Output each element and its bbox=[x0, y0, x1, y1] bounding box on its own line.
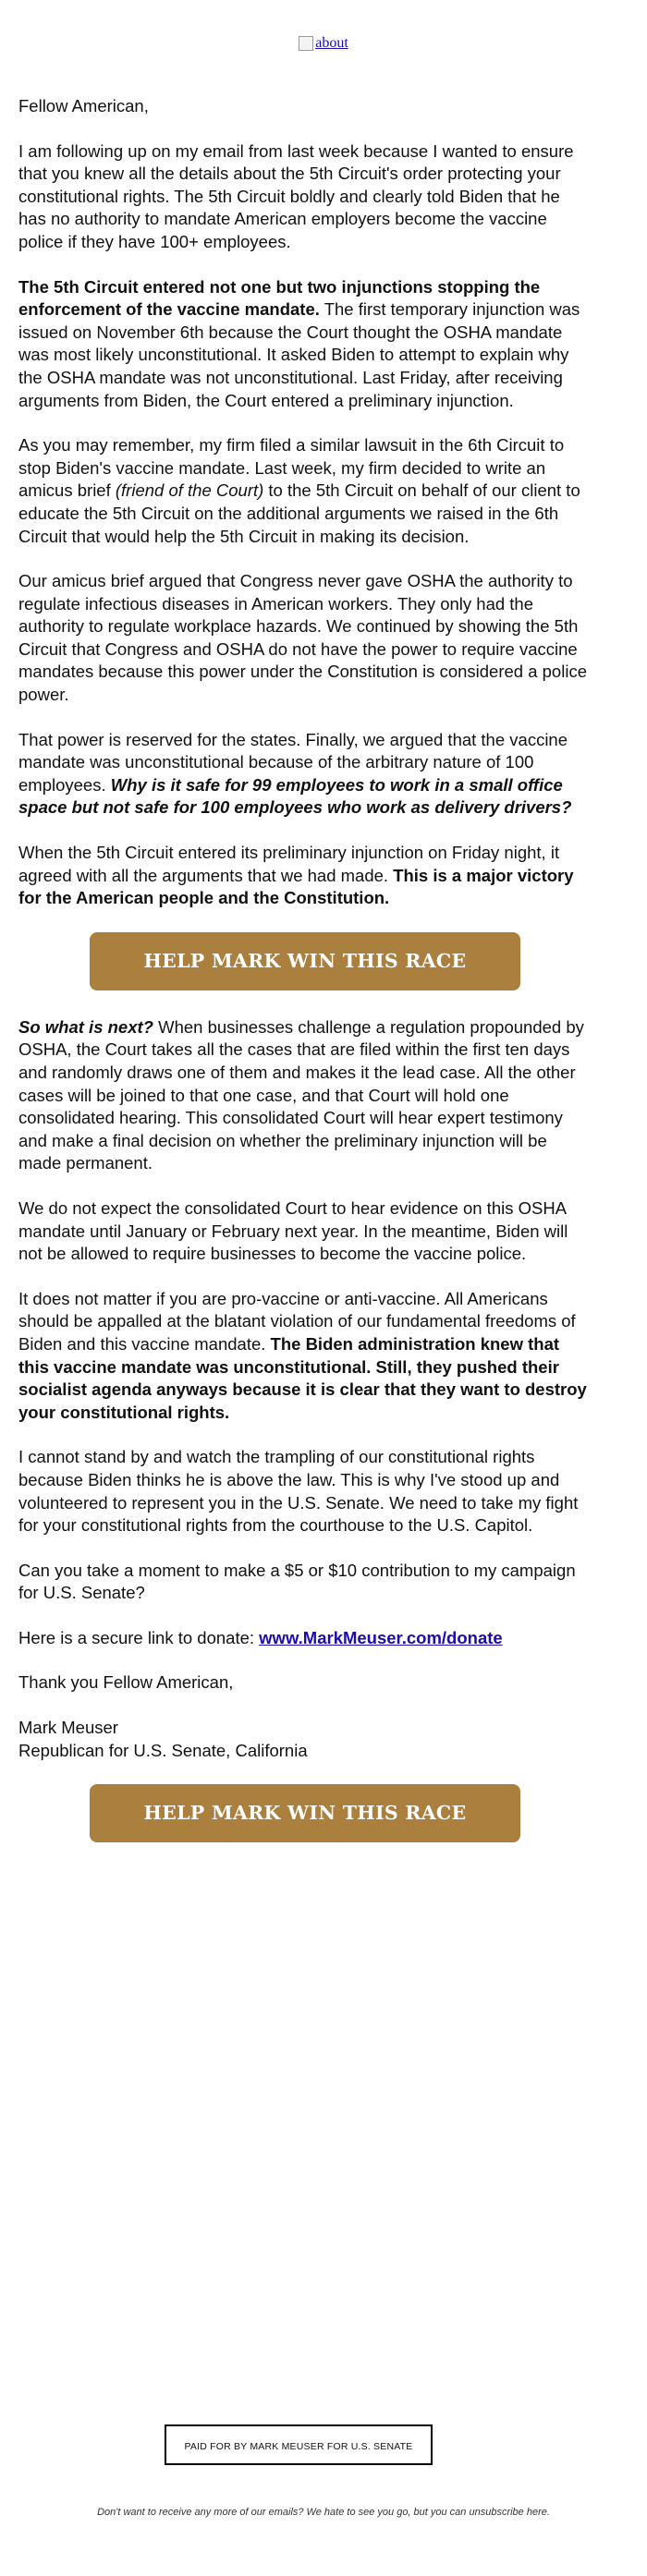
paid-for-disclaimer: PAID FOR BY MARK MEUSER FOR U.S. SENATE bbox=[165, 2424, 433, 2465]
email-body bbox=[18, 95, 592, 1868]
paragraph-7: So what is next? When businesses challenge a regulation propounded by OSHA, the Court takes all the cases that are filed within the first ten days and randomly draws one of them and makes it the lead case. All the other cases will be joined to that one case, and that Court will hold one consolidated hearing. This consolidated Court will hear expert testimony and make a final decision on whether the preliminary injunction will be made permanent. bbox=[18, 1016, 584, 1173]
paragraph-9: It does not matter if you are pro-vaccine or anti-vaccine. All Americans should be appalled at the blatant violation of our fundamental freedoms of Biden and this vaccine mandate. The Biden administration knew that this vaccine mandate was unconstitutional. Still, they pushed their socialist agenda anyways because it is clear that they want to destroy your constitutional rights. bbox=[18, 1288, 587, 1422]
help-mark-win-button[interactable]: HELP MARK WIN THIS RACE bbox=[90, 932, 520, 990]
signature bbox=[18, 1717, 592, 1762]
paragraph-2: The 5th Circuit entered not one but two injunctions stopping the enforcement of the vaccine mandate. The first temporary injunction was issued on November 6th because the Court thought the OSHA mandate was most likely unconstitutional. It asked Biden to attempt to explain why the OSHA mandate was not unconstitutional. Last Friday, after receiving arguments from Biden, the Court entered a preliminary injunction. bbox=[18, 276, 580, 410]
closing: Thank you Fellow American, bbox=[18, 1672, 234, 1693]
about-image-link[interactable] bbox=[299, 35, 348, 51]
paragraph-5: That power is reserved for the states. Finally, we argued that the vaccine mandate was unconstitutional because of the arbitrary nature of 100 employees. Why is it safe for 99 employees to work in a small office space but not safe for 100 employees who work as delivery drivers? bbox=[18, 729, 572, 818]
broken-image-icon bbox=[299, 36, 313, 51]
paragraph-12: Here is a secure link to donate: www.MarkMeuser.com/donate bbox=[18, 1627, 503, 1647]
paragraph-3: As you may remember, my firm filed a similar lawsuit in the 6th Circuit to stop Biden's vaccine mandate. Last week, my firm decided to write an amicus brief (friend of the Court) to the 5th Circuit on behalf of our client to educate the 5th Circuit on the additional arguments we raised in the 6th Circuit that would help the 5th Circuit in making its decision. bbox=[18, 435, 580, 546]
header-image[interactable] bbox=[0, 35, 647, 52]
signature-name: Mark Meuser bbox=[18, 1718, 118, 1738]
image-alt-text: about bbox=[315, 35, 348, 51]
paragraph-1: I am following up on my email from last week because I wanted to ensure that you knew all the details about the 5th Circuit's order protecting your constitutional rights. The 5th Circuit boldly and clearly told Biden that he has no authority to mandate American employers become the vaccine police if they have 100+ employees. bbox=[18, 140, 574, 251]
injunctions-heading: The 5th Circuit entered not one but two injunctions stopping the enforcement of the vaccine mandate. bbox=[18, 276, 541, 320]
signature-title: Republican for U.S. Senate, California bbox=[18, 1740, 308, 1760]
donate-link[interactable]: www.MarkMeuser.com/donate bbox=[259, 1627, 503, 1647]
paragraph-8: We do not expect the consolidated Court to hear evidence on this OSHA mandate until January or February next year. In the meantime, Biden will not be allowed to require businesses to become the vaccine police. bbox=[18, 1197, 568, 1264]
paragraph-11: Can you take a moment to make a $5 or $10 contribution to my campaign for U.S. Senate? bbox=[18, 1560, 576, 1603]
paragraph-6: When the 5th Circuit entered its preliminary injunction on Friday night, it agreed with all the arguments that we had made. This is a major victory for the American people and the Constitution. bbox=[18, 843, 574, 908]
greeting: Fellow American, bbox=[18, 96, 149, 115]
help-mark-win-button-bottom[interactable]: HELP MARK WIN THIS RACE bbox=[90, 1784, 520, 1842]
paragraph-4: Our amicus brief argued that Congress never gave OSHA the authority to regulate infectious diseases in American workers. They only had the authority to regulate workplace hazards. We continued by showing the 5th Circuit that Congress and OSHA do not have the power to require vaccine mandates because this power under the Constitution is considered a police power. bbox=[18, 571, 587, 705]
unsubscribe-text[interactable]: Don't want to receive any more of our emails? We hate to see you go, but you can unsubscribe here. bbox=[97, 2507, 550, 2518]
paragraph-10: I cannot stand by and watch the trampling of our constitutional rights because Biden thinks he is above the law. This is why I've stood up and volunteered to represent you in the U.S. Senate. We need to take my fight for your constitutional rights from the courthouse to the U.S. Capitol. bbox=[18, 1447, 579, 1536]
